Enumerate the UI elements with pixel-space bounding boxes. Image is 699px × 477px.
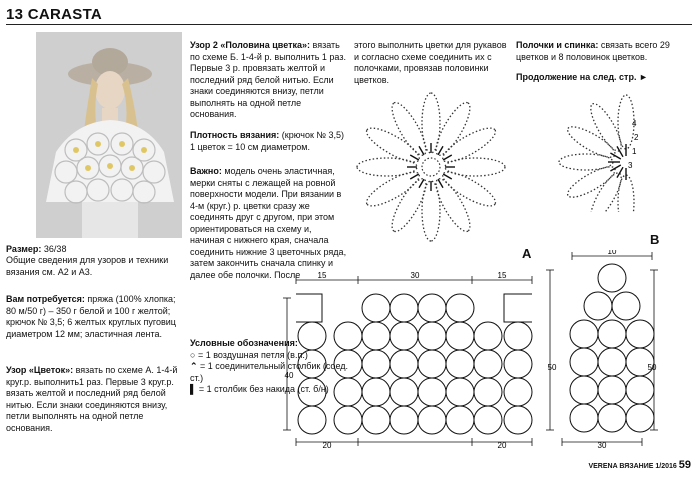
flower-circle: [584, 292, 612, 320]
important-label: Важно:: [190, 166, 222, 176]
flower-circle: [474, 322, 502, 350]
flower-circle: [570, 348, 598, 376]
petal: [362, 122, 423, 168]
flower-circle: [504, 322, 532, 350]
petal: [430, 98, 476, 159]
pattern-half-label: Узор 2 «Половина цветка»:: [190, 40, 311, 50]
flower-circle: [362, 350, 390, 378]
general-info: Общие сведения для узоров и техники вязания см. А2 и А3.: [6, 255, 169, 277]
flower-circle: [446, 322, 474, 350]
petal: [586, 100, 627, 155]
continuation-text: этого выполнить цветки для рукавов и согласно схеме соединить их с полочками, провязав половинки цветков.: [354, 40, 507, 85]
flower-circle: [626, 376, 654, 404]
petal: [586, 169, 627, 212]
assembly-chart-a: [282, 270, 542, 450]
stitch-row-label: 2: [634, 133, 639, 142]
page-footer: [588, 459, 691, 471]
stitch-mark: [410, 155, 419, 160]
petal: [386, 175, 432, 236]
flower-circle: [446, 406, 474, 434]
magazine-brand: VERENA ВЯЗАНИЕ 1/2016: [588, 463, 677, 470]
chain-stitch-symbol: ○: [190, 349, 196, 360]
flower-circle: [418, 294, 446, 322]
size-label: Размер:: [6, 244, 42, 254]
flower-circle: [626, 404, 654, 432]
dimension-label: 10: [607, 250, 617, 256]
flower-circle: [298, 322, 326, 350]
petal: [362, 166, 423, 212]
diagram-a-label: A: [522, 246, 532, 261]
page-number: 59: [678, 459, 691, 471]
flower-circle: [390, 322, 418, 350]
flower-circle: [418, 378, 446, 406]
continued-next-page: Продолжение на след. стр. ►: [516, 72, 648, 82]
flower-circle: [598, 404, 626, 432]
stitch-row-label: 1: [632, 147, 637, 156]
half-flower-shape: [504, 294, 532, 322]
fronts-label: Полочки и спинка:: [516, 40, 599, 50]
stitch-mark: [443, 155, 452, 160]
important-block: [190, 166, 348, 281]
dimension-label: 20: [497, 441, 507, 450]
flower-circle: [362, 406, 390, 434]
petal: [430, 175, 476, 236]
stitch-mark: [438, 179, 443, 188]
flower-circle: [418, 322, 446, 350]
flower-circle: [570, 404, 598, 432]
petal: [439, 122, 500, 168]
flower-circle: [626, 320, 654, 348]
petal: [564, 122, 619, 163]
legend-title: Условные обозначения:: [190, 338, 298, 348]
density-label: Плотность вязания:: [190, 130, 280, 140]
flower-circle: [570, 376, 598, 404]
density-block: [190, 130, 348, 153]
flower-circle: [474, 406, 502, 434]
stitch-mark: [443, 174, 452, 179]
dimension-label: 20: [322, 441, 332, 450]
pattern-flower-block: [6, 365, 182, 434]
flower-circle: [334, 350, 362, 378]
flower-circle: [418, 350, 446, 378]
flower-circle: [446, 350, 474, 378]
flower-circle: [474, 350, 502, 378]
flower-circle: [390, 350, 418, 378]
flower-circle: [446, 378, 474, 406]
flower-circle: [390, 294, 418, 322]
flower-circle: [334, 378, 362, 406]
single-crochet-symbol: ▌: [190, 384, 197, 394]
stitch-row-label: 4: [632, 119, 637, 128]
flower-circle: [598, 264, 626, 292]
flower-circle: [570, 320, 598, 348]
legend-item-text: = 1 столбик без накида (ст. б/н): [196, 384, 329, 394]
stitch-mark: [410, 174, 419, 179]
flower-diagram-a: [356, 92, 506, 242]
flower-circle: [298, 350, 326, 378]
dimension-label: 15: [317, 271, 327, 280]
page-title: 13 CARASTA: [6, 6, 103, 23]
flower-circle: [504, 378, 532, 406]
stitch-row-label: 3: [628, 161, 633, 170]
assembly-chart-b: [542, 250, 662, 450]
pattern-half-text: вязать по схеме Б. 1-4-й р. выполнить 1 раз. Первые 3 р. провязать желтой и последний ряд белой нитью. Если знаки соединяются внизу, петли выполнять на одной петле основания.: [190, 40, 346, 119]
flower-circle: [390, 406, 418, 434]
materials-label: Вам потребуется:: [6, 294, 85, 304]
materials-text: пряжа (100% хлопка; 80 м/50 г) – 350 г белой и 100 г желтой; крючок № 3,5; 6 желтых круглых пуговиц диаметром 12 мм; эластичная лента.: [6, 294, 176, 339]
fronts-block: [516, 40, 692, 63]
sleeve-flower-grid: [570, 264, 654, 432]
dimension-label: 30: [597, 441, 607, 450]
petal: [564, 162, 619, 203]
slip-stitch-symbol: ⌃: [190, 361, 198, 371]
flower-circle: [362, 294, 390, 322]
petal: [439, 166, 500, 212]
flower-circle: [362, 378, 390, 406]
flower-circle: [504, 350, 532, 378]
title-rule: [6, 24, 692, 25]
flower-circle: [474, 378, 502, 406]
legend-item-text: = 1 соединительный столбик (соед. ст.): [190, 361, 348, 383]
pattern-half-block: [190, 40, 348, 121]
half-flower-petals: [559, 95, 634, 212]
dimension-label: 15: [497, 271, 507, 280]
size-value: 36/38: [41, 244, 67, 254]
flower-circle: [334, 406, 362, 434]
legend-item-text: = 1 воздушная петля (в.п.): [195, 349, 308, 360]
size-block: [6, 244, 182, 256]
important-text: модель очень эластичная, мерки сняты с лежащей на ровной поверхности модели. При вязании в 4-м (круг.) р. цветки сразу же соединять друг с другом, при этом ориентироваться на схему и, начиная с нижнего края, сначала соединить нижние 3 цветочных ряда, затем закончить сначала спинку и далее обе полочки. После: [190, 166, 347, 280]
stitch-mark: [419, 146, 424, 155]
flower-circle: [598, 320, 626, 348]
flower-circle: [598, 348, 626, 376]
flower-circle: [598, 376, 626, 404]
flower-circle: [612, 292, 640, 320]
pattern-flower-label: Узор «Цветок»:: [6, 365, 74, 375]
half-flower-shape: [296, 294, 322, 322]
fronts-text: связать всего 29 цветков и 8 половинок цветков.: [516, 40, 670, 62]
model-photo: [36, 32, 182, 238]
dimension-label: 50: [547, 363, 557, 372]
flower-circle: [418, 406, 446, 434]
flower-circle: [390, 378, 418, 406]
flower-circle: [362, 322, 390, 350]
stitch-mark: [419, 179, 424, 188]
flower-circle: [504, 406, 532, 434]
dimension-label: 30: [410, 271, 420, 280]
petal: [386, 98, 432, 159]
materials-block: [6, 294, 182, 340]
flower-circle: [334, 322, 362, 350]
flower-circle: [626, 348, 654, 376]
flower-petals: [357, 93, 505, 241]
dimension-label: 40: [284, 371, 294, 380]
density-text: (крючок № 3,5) 1 цветок = 10 см диаметром.: [190, 130, 345, 152]
diagram-b-label: B: [650, 232, 660, 247]
half-flower-diagram-b: [548, 92, 648, 212]
flower-circle: [446, 294, 474, 322]
flower-circle: [298, 406, 326, 434]
flower-grid: [296, 294, 532, 434]
dimension-label: 50: [647, 363, 657, 372]
stitch-mark: [438, 146, 443, 155]
flower-circle: [298, 378, 326, 406]
pattern-flower-text: вязать по схеме А. 1-4-й круг.р. выполнить1 раз. Первые 3 круг.р. вязать желтой и последний ряд белой нитью. Если знаки соединяются внизу, петли выполнять на одной петле основания.: [6, 365, 178, 433]
